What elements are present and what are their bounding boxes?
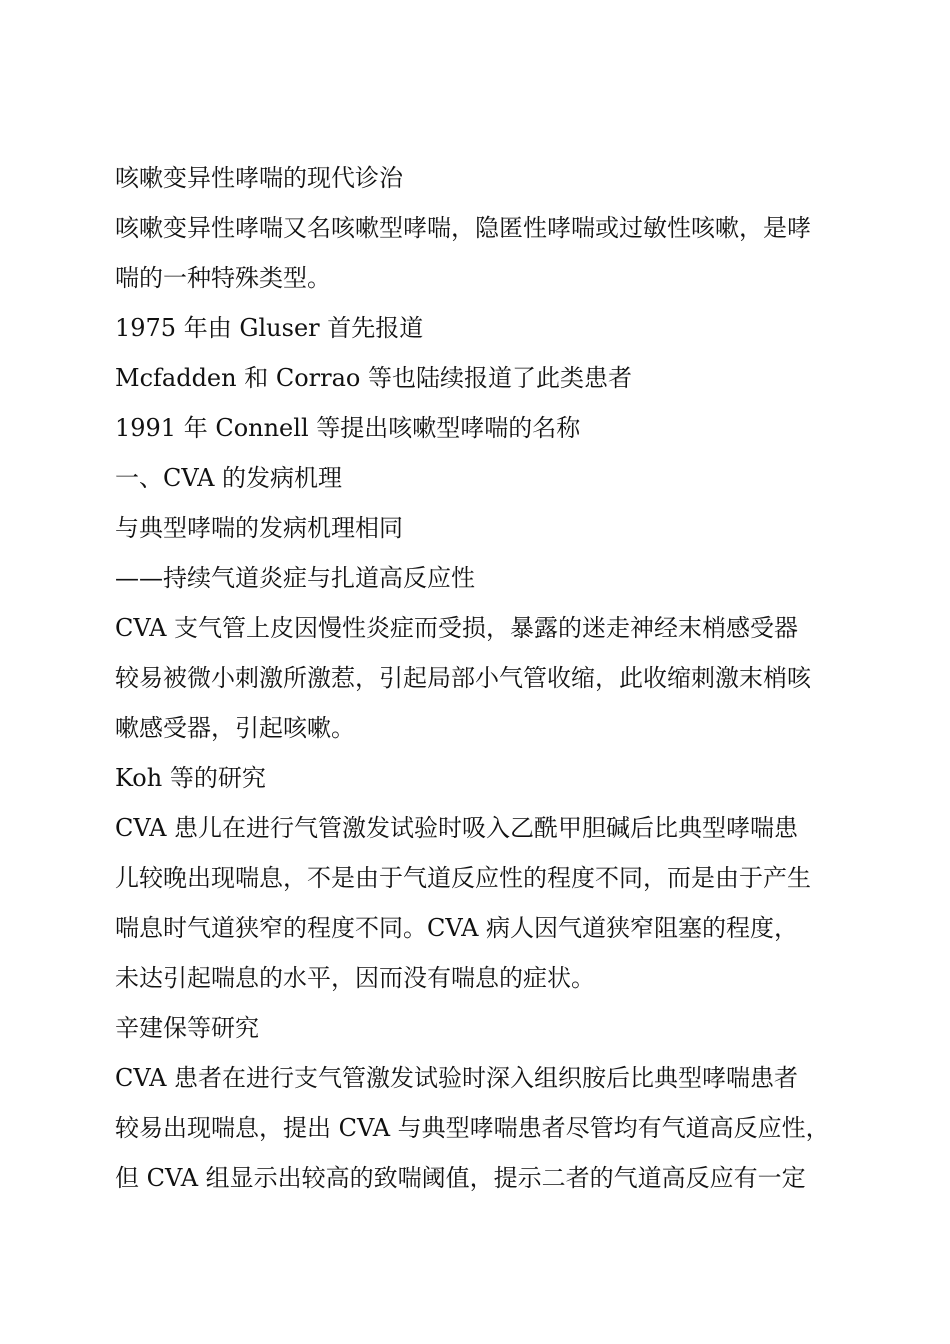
document-body [115, 153, 840, 1203]
paragraph-line: 咳嗽变异性哮喘又名咳嗽型哮喘，隐匿性哮喘或过敏性咳嗽，是哮 [115, 214, 811, 242]
paragraph-line: 较易出现喘息，提出 CVA 与典型哮喘患者尽管均有气道高反应性， [115, 1114, 830, 1142]
paragraph-line: 但 CVA 组显示出较高的致喘阈值，提示二者的气道高反应有一定 [115, 1164, 806, 1192]
paragraph-line: Koh 等的研究 [115, 764, 266, 792]
document-title: 咳嗽变异性哮喘的现代诊治 [115, 164, 403, 192]
paragraph-line: 与典型哮喘的发病机理相同 [115, 514, 403, 542]
paragraph-line: 1975 年由 Gluser 首先报道 [115, 314, 424, 342]
paragraph-line: 辛建保等研究 [115, 1014, 259, 1042]
paragraph-line: 儿较晚出现喘息，不是由于气道反应性的程度不同，而是由于产生 [115, 864, 811, 892]
paragraph-line: CVA 患者在进行支气管激发试验时深入组织胺后比典型哮喘患者 [115, 1064, 799, 1092]
paragraph-line: 较易被微小刺激所激惹，引起局部小气管收缩，此收缩刺激末梢咳 [115, 664, 811, 692]
paragraph-line: 1991 年 Connell 等提出咳嗽型哮喘的名称 [115, 414, 581, 442]
paragraph-line: 喘的一种特殊类型。 [115, 264, 331, 292]
paragraph-line: Mcfadden 和 Corrao 等也陆续报道了此类患者 [115, 364, 632, 392]
paragraph-line: 喘息时气道狭窄的程度不同。CVA 病人因气道狭窄阻塞的程度， [115, 914, 799, 942]
paragraph-line: CVA 支气管上皮因慢性炎症而受损，暴露的迷走神经末梢感受器 [115, 614, 799, 642]
paragraph-line: ——持续气道炎症与扎道高反应性 [115, 564, 475, 592]
paragraph-line: 嗽感受器，引起咳嗽。 [115, 714, 355, 742]
paragraph-line: 未达引起喘息的水平，因而没有喘息的症状。 [115, 964, 595, 992]
paragraph-line: CVA 患儿在进行气管激发试验时吸入乙酰甲胆碱后比典型哮喘患 [115, 814, 799, 842]
section-heading: 一、CVA 的发病机理 [115, 464, 343, 492]
